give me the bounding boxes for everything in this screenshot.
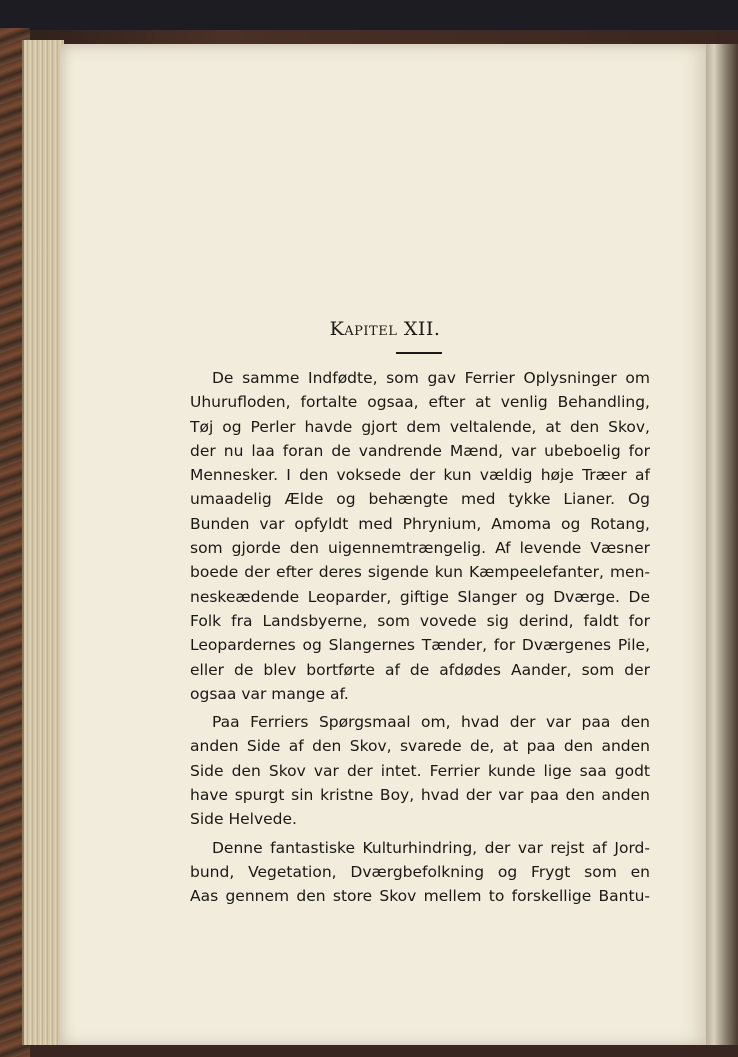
chapter-heading: Kapitel XII. [329, 318, 441, 340]
text-line: Side den Skov var der intet. Ferrier kunde lige saa godt [190, 761, 650, 780]
text-line: Paa Ferriers Spørgsmaal om, hvad der var paa den [212, 713, 650, 732]
background-top [0, 0, 738, 30]
text-line: Uhurufloden, fortalte ogsaa, efter at venlig Behandling, [190, 393, 650, 412]
paragraph [190, 710, 650, 831]
book-page [60, 44, 710, 1047]
text-line: have spurgt sin kristne Boy, hvad der var paa den anden [190, 786, 650, 805]
text-line: Denne fantastiske Kulturhindring, der var rejst af Jord- [212, 838, 650, 857]
heading-rule [396, 352, 442, 354]
text-line: Tøj og Perler havde gjort dem veltalende, at den Skov, [190, 417, 650, 436]
text-line: De samme Indfødte, som gav Ferrier Oplysninger om [212, 369, 650, 387]
paragraph [190, 366, 650, 706]
paragraph [190, 836, 650, 909]
body-text [190, 366, 650, 909]
text-line: anden Side af den Skov, svarede de, at paa den anden [190, 737, 650, 756]
text-line: der nu laa foran de vandrende Mænd, var ubeboelig for [190, 441, 650, 460]
book-cover-bottom [30, 1045, 738, 1057]
text-line: eller de blev bortførte af de afdødes Aander, som der [190, 660, 650, 679]
text-line: Leopardernes og Slangernes Tænder, for Dværgenes Pile, [190, 636, 650, 655]
text-line: ogsaa var mange af. [190, 684, 349, 703]
page-stack-edges [22, 40, 64, 1045]
text-line: neskeædende Leoparder, giftige Slanger og Dværge. De [190, 587, 650, 606]
text-line: Bunden var opfyldt med Phrynium, Amoma og Rotang, [190, 514, 650, 533]
text-line: Mennesker. I den voksede der kun vældig høje Træer af [190, 466, 650, 485]
text-line: bund, Vegetation, Dværgbefolkning og Frygt som en [190, 862, 650, 881]
text-line: Aas gennem den store Skov mellem to forskellige Bantu- [190, 887, 650, 906]
text-line: boede der efter deres sigende kun Kæmpeelefanter, men- [190, 563, 650, 582]
text-line: Side Helvede. [190, 810, 297, 829]
text-line: som gjorde den uigennemtrængelig. Af levende Væsner [190, 539, 650, 558]
facing-page-edge [706, 44, 738, 1057]
text-line: Folk fra Landsbyerne, som vovede sig derind, faldt for [190, 611, 650, 630]
text-line: umaadelig Ælde og behængte med tykke Lianer. Og [190, 490, 650, 509]
